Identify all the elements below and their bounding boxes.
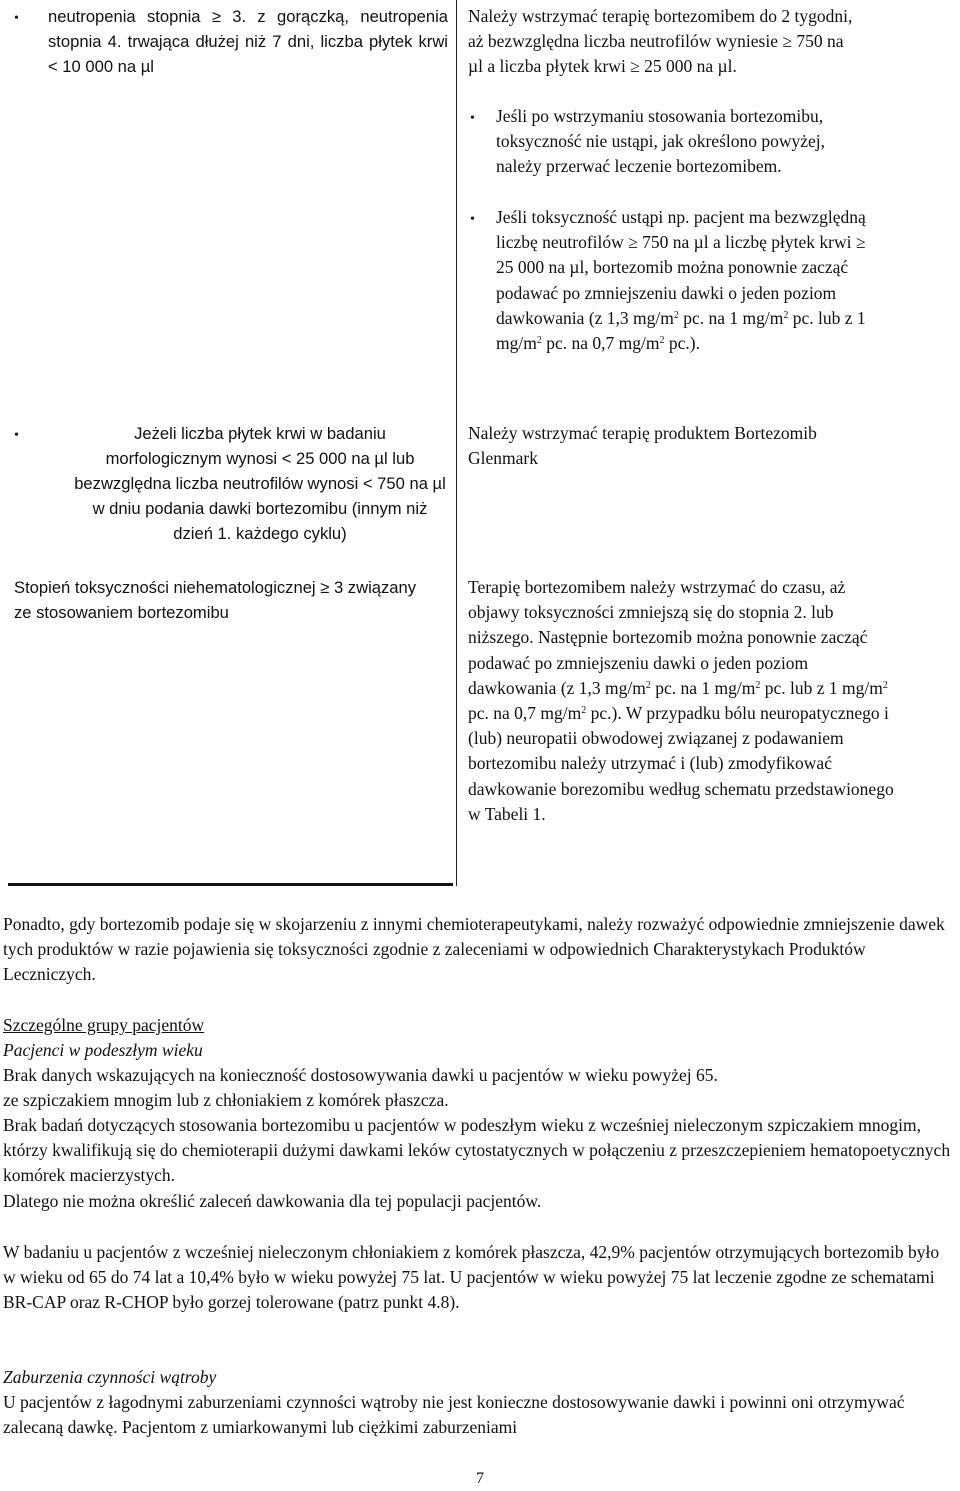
sup-2: 2 — [882, 679, 888, 691]
row3-text-b: pc. na 1 mg/m — [650, 677, 756, 698]
paragraph-elderly-1: Brak danych wskazujących na konieczność dostosowywania dawki u pacjentów w wieku powyżej 65. — [3, 1065, 718, 1085]
row3-text-d: pc. na 0,7 mg/m — [468, 703, 582, 724]
row1-left-text: neutropenia stopnia ≥ 3. z gorączką, neutropenia stopnia 4. trwająca dłużej niż 7 dni, liczba płytek krwi < 10 000 na µl — [48, 7, 448, 76]
row1-right-bullet-2: • — [470, 212, 475, 227]
sup-2: 2 — [659, 335, 665, 347]
row2-right-text: Należy wstrzymać terapię produktem Bortezomib Glenmark — [468, 423, 817, 469]
heading-special-groups: Szczególne grupy pacjentów — [3, 1015, 205, 1035]
row1-dose-text-b: pc. na 1 mg/m — [678, 307, 784, 328]
sup-2: 2 — [783, 309, 789, 321]
sup-2: 2 — [645, 679, 651, 691]
paragraph-elderly-4: Dlatego nie można określić zaleceń dawkowania dla tej populacji pacjentów. — [3, 1191, 542, 1211]
row2-left-bullet: • — [14, 428, 19, 443]
page-number: 7 — [476, 1470, 484, 1487]
paragraph-mantle-cell: W badaniu u pacjentów z wcześniej nieleczonym chłoniakiem z komórek płaszcza, 42,9% pacjentów otrzymujących bortezomib było w wieku od 65 do 74 lat a 10,4% było w wieku powyżej 75 lat. U pacjentów w wieku powyżej 75 lat leczenie zgodne ze schematami BR-CAP oraz R-CHOP było gorzej tolerowane (patrz punkt 4.8). — [3, 1242, 940, 1313]
sup-2: 2 — [536, 335, 542, 347]
row2-left-text: Jeżeli liczba płytek krwi w badaniu morfologicznym wynosi < 25 000 na µl lub bezwzględna liczba neutrofilów wynosi < 750 na µl w dniu podania dawki bortezomibu (innym niż dzień 1. każdego cyklu) — [74, 424, 446, 543]
paragraph-elderly-2: ze szpiczakiem mnogim lub z chłoniakiem z komórek płaszcza. — [3, 1090, 449, 1110]
table-column-divider — [456, 0, 457, 886]
table-bottom-border — [8, 883, 453, 886]
row1-dose-text-d: pc. na 0,7 mg/m — [541, 333, 660, 354]
sup-2: 2 — [673, 309, 679, 321]
sup-2: 2 — [581, 705, 587, 717]
row1-right-bullet-1: • — [470, 111, 475, 126]
row3-left-text: Stopień toksyczności niehematologicznej ≥ 3 związany ze stosowaniem bortezomibu — [14, 578, 417, 622]
row3-text-c: pc. lub z 1 mg/m — [760, 677, 883, 698]
heading-liver: Zaburzenia czynności wątroby — [3, 1367, 217, 1387]
row3-right-text — [468, 575, 896, 827]
paragraph-elderly-3: Brak badań dotyczących stosowania bortezomibu u pacjentów w podeszłym wieku z wcześniej nieleczonym szpiczakiem mnogim, którzy kwalifikują się do chemioterapii dużymi dawkami leków cytostatycznych w połączeniu z przeszczepieniem hematopoetycznych komórek macierzystych. — [3, 1115, 951, 1186]
paragraph-liver: U pacjentów z łagodnymi zaburzeniami czynności wątroby nie jest konieczne dostosowywanie dawki i powinni oni otrzymywać zalecaną dawkę. Pacjentom z umiarkowanymi lub ciężkimi zaburzeniami — [3, 1392, 905, 1438]
sup-2: 2 — [755, 679, 761, 691]
heading-elderly: Pacjenci w podeszłym wieku — [3, 1040, 203, 1060]
paragraph-combination-therapy: Ponadto, gdy bortezomib podaje się w skojarzeniu z innymi chemioterapeutykami, należy rozważyć odpowiednie zmniejszenie dawek tych produktów w razie pojawienia się toksyczności zgodnie z zaleceniami w odpowiednich Charakterystykach Produktów Leczniczych. — [3, 914, 945, 985]
row1-left-bullet: • — [14, 11, 19, 26]
row1-dose-text-a: Jeśli toksyczność ustąpi np. pacjent ma bezwzględną liczbę neutrofilów ≥ 750 na µl a liczbę płytek krwi ≥ 25 000 na µl, bortezomib można ponownie zacząć podawać po zmniejszeniu dawki o jeden poziom dawkowania (z 1,3 mg/m — [496, 207, 866, 328]
row3-text-e: pc.). W przypadku bólu neuropatycznego i (lub) neuropatii obwodowej związanej z podawaniem bortezomibu należy utrzymać i (lub) zmodyfikować dawkowanie borezomibu według schematu przedstawionego w Tabeli 1. — [468, 703, 894, 824]
row1-right-text: Należy wstrzymać terapię bortezomibem do 2 tygodni, aż bezwzględna liczba neutrofilów wyniesie ≥ 750 na µl a liczba płytek krwi ≥ 25 000 na µl. — [468, 6, 853, 77]
row3-text-a: Terapię bortezomibem należy wstrzymać do czasu, aż objawy toksyczności zmniejszą się do stopnia 2. lub niższego. Następnie bortezomib można ponownie zacząć podawać po zmniejszeniu dawki o jeden poziom dawkowania (z 1,3 mg/m — [468, 577, 868, 698]
row1-dose-text-e: pc.). — [664, 333, 700, 354]
row1-right-bullet-1-text: Jeśli po wstrzymaniu stosowania bortezomibu, toksyczność nie ustąpi, jak określono powyżej, należy przerwać leczenie bortezomibem. — [496, 106, 826, 177]
row1-dose-text-c: pc. lub z 1 mg/m — [496, 307, 866, 354]
row1-right-bullet-2-text — [496, 205, 866, 356]
